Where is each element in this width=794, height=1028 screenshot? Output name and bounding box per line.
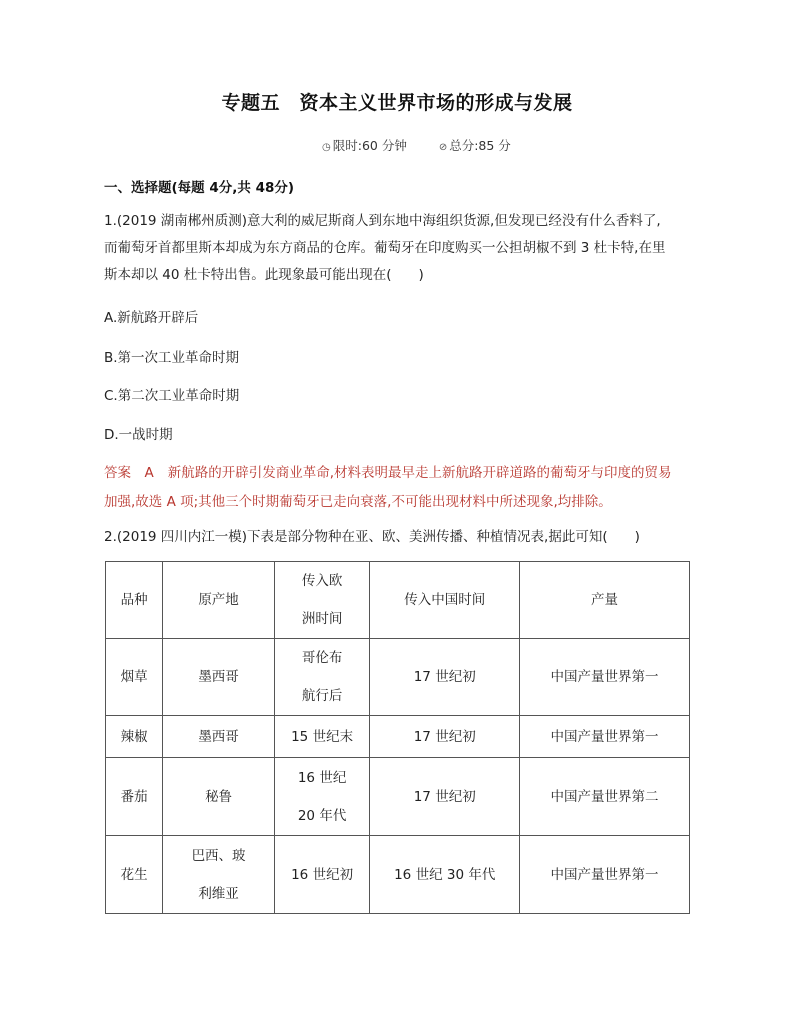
table-cell: 17 世纪初 bbox=[370, 639, 520, 716]
table-cell: 墨西哥 bbox=[163, 639, 275, 716]
table-cell: 巴西、玻 利维亚 bbox=[163, 836, 275, 914]
table-cell: 中国产量世界第一 bbox=[520, 716, 690, 758]
table-cell: 15 世纪末 bbox=[274, 716, 369, 758]
table-cell: 番茄 bbox=[106, 758, 163, 836]
table-cell: 原产地 bbox=[163, 562, 275, 639]
option-d: D.一战时期 bbox=[104, 427, 173, 443]
table-cell: 烟草 bbox=[106, 639, 163, 716]
total-score: ⊘ 总分:85 分 bbox=[438, 138, 511, 153]
table-cell: 中国产量世界第二 bbox=[520, 758, 690, 836]
option-b: B.第一次工业革命时期 bbox=[104, 350, 240, 366]
table-cell: 16 世纪 30 年代 bbox=[370, 836, 520, 914]
table-cell: 产量 bbox=[520, 562, 690, 639]
table-cell: 墨西哥 bbox=[163, 716, 275, 758]
table-cell: 传入中国时间 bbox=[370, 562, 520, 639]
table-cell: 哥伦布 航行后 bbox=[274, 639, 369, 716]
table-cell: 品种 bbox=[106, 562, 163, 639]
check-circle-icon: ⊘ bbox=[438, 142, 448, 153]
answer-label: 答案 A bbox=[104, 465, 154, 481]
species-table bbox=[105, 561, 690, 914]
table-row bbox=[106, 639, 690, 716]
exam-meta bbox=[322, 136, 539, 154]
option-a: A.新航路开辟后 bbox=[104, 310, 199, 326]
section-heading: 一、选择题(每题 4分,共 48分) bbox=[104, 180, 295, 196]
clock-icon: ◷ bbox=[322, 142, 331, 153]
table-cell: 16 世纪初 bbox=[274, 836, 369, 914]
table-cell: 中国产量世界第一 bbox=[520, 639, 690, 716]
table-row bbox=[106, 716, 690, 758]
table-cell: 中国产量世界第一 bbox=[520, 836, 690, 914]
table-cell: 秘鲁 bbox=[163, 758, 275, 836]
table-cell: 花生 bbox=[106, 836, 163, 914]
table-cell: 17 世纪初 bbox=[370, 716, 520, 758]
table-header-row bbox=[106, 562, 690, 639]
time-limit: ◷ 限时:60 分钟 bbox=[322, 138, 407, 153]
question-2-stem: 2.(2019 四川内江一模)下表是部分物种在亚、欧、美洲传播、种植情况表,据此可知( ) bbox=[104, 529, 640, 545]
table-cell: 传入欧 洲时间 bbox=[274, 562, 369, 639]
answer-explanation: 答案 A 新航路的开辟引发商业革命,材料表明最早走上新航路开辟道路的葡萄牙与印度的贸易 加强,故选 A 项;其他三个时期葡萄牙已走向衰落,不可能出现材料中所述现象,均排除。 bbox=[104, 465, 672, 510]
table-row bbox=[106, 836, 690, 914]
question-1-stem: 1.(2019 湖南郴州质测)意大利的威尼斯商人到东地中海组织货源,但发现已经没有什么香料了, 而葡萄牙首都里斯本却成为东方商品的仓库。葡萄牙在印度购买一公担胡椒不到 3 杜卡特,在里 斯本却以 40 杜卡特出售。此现象最可能出现在( ) bbox=[104, 213, 666, 283]
table-cell: 辣椒 bbox=[106, 716, 163, 758]
option-c: C.第二次工业革命时期 bbox=[104, 388, 240, 404]
table-cell: 17 世纪初 bbox=[370, 758, 520, 836]
table-cell: 16 世纪 20 年代 bbox=[274, 758, 369, 836]
page-title: 专题五 资本主义世界市场的形成与发展 bbox=[221, 92, 573, 114]
table-row bbox=[106, 758, 690, 836]
